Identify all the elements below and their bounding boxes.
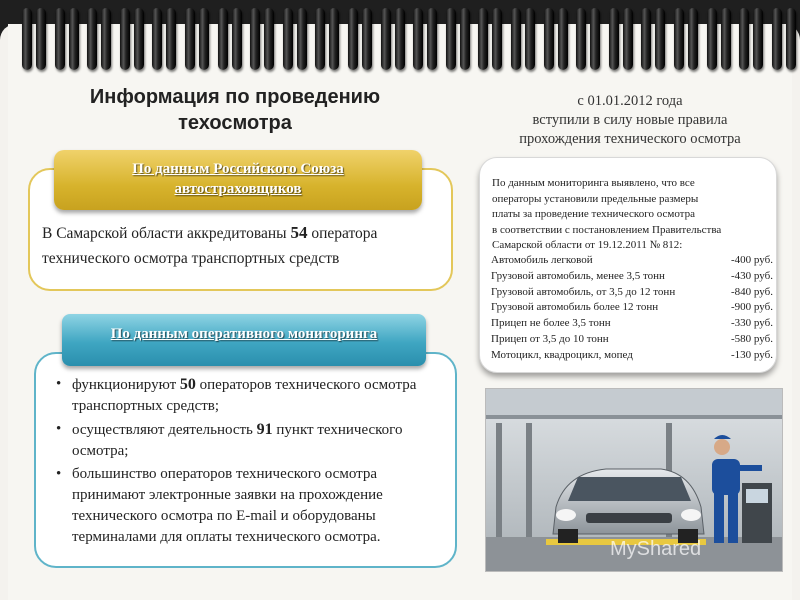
binder-ring: [772, 0, 800, 80]
binder-ring: [739, 0, 769, 80]
new-rules-line: с 01.01.2012 года: [577, 93, 683, 109]
binder-ring: [120, 0, 150, 80]
binder-ring: [283, 0, 313, 80]
table-row: [491, 253, 773, 269]
operators-count: 54: [290, 223, 308, 242]
binder-ring: [250, 0, 280, 80]
list-item-number: 50: [179, 376, 196, 393]
insurers-banner-line: По данным Российского Союза: [132, 161, 344, 177]
price-label: Грузовой автомобиль, от 3,5 до 12 тонн: [491, 285, 676, 298]
binder-ring: [22, 0, 52, 80]
binder-ring: [381, 0, 411, 80]
binder-ring: [185, 0, 215, 80]
new-rules-line: прохождения технического осмотра: [519, 131, 741, 147]
monitoring-list: [52, 374, 444, 550]
binder-ring: [609, 0, 639, 80]
price-intro-line: платы за проведение технического осмотра: [492, 208, 695, 220]
table-row: [491, 285, 773, 301]
price-value: -430 руб.: [731, 269, 773, 282]
insurers-text-before: В Самарской области аккредитованы: [42, 225, 291, 242]
binder-ring: [576, 0, 606, 80]
monitoring-banner: [62, 314, 426, 366]
price-label: Прицеп не более 3,5 тонн: [491, 317, 611, 330]
insurers-text-after: оператора технического осмотра транспортных средств: [42, 225, 378, 267]
list-item: [52, 374, 444, 417]
table-row: [491, 332, 773, 348]
price-intro: [492, 176, 772, 254]
binder-ring: [152, 0, 182, 80]
list-item-text: пункт технического осмотра;: [72, 422, 403, 459]
table-row: [491, 300, 773, 316]
binder-ring: [707, 0, 737, 80]
price-label: Автомобиль легковой: [491, 254, 593, 266]
price-table: [491, 253, 773, 364]
binder-ring: [544, 0, 574, 80]
price-intro-line: По данным мониторинга выявлено, что все: [492, 177, 695, 189]
binder-rings: [0, 0, 800, 80]
price-value: -900 руб.: [731, 301, 773, 314]
list-item-text: осуществляют деятельность: [72, 422, 257, 438]
binder-ring: [87, 0, 117, 80]
price-value: -330 руб.: [731, 317, 773, 330]
binder-ring: [413, 0, 443, 80]
binder-ring: [511, 0, 541, 80]
price-value: -580 руб.: [731, 332, 773, 345]
binder-ring: [446, 0, 476, 80]
list-item-text: операторов технического осмотра транспортных средств;: [72, 377, 417, 414]
new-rules-note: [485, 92, 775, 149]
binder-ring: [55, 0, 85, 80]
list-item-text: функционируют: [72, 377, 180, 393]
insurers-banner-line: автостраховщиков: [174, 181, 302, 197]
price-intro-line: Самарской области от 19.12.2011 № 812:: [492, 239, 683, 251]
page-title: [70, 84, 400, 136]
price-value: -840 руб.: [731, 285, 773, 298]
price-label: Мотоцикл, квадроцикл, мопед: [491, 348, 633, 361]
price-intro-line: операторы установили предельные размеры: [492, 192, 699, 205]
list-item: [52, 419, 444, 462]
insurers-text: [42, 220, 442, 271]
binder-ring: [641, 0, 671, 80]
new-rules-line: вступили в силу новые правила: [532, 112, 728, 128]
table-row: [491, 348, 773, 364]
price-intro-line: в соответствии с постановлением Правительства: [492, 223, 722, 236]
table-row: [491, 269, 773, 285]
binder-ring: [348, 0, 378, 80]
price-label: Грузовой автомобиль более 12 тонн: [491, 301, 659, 314]
binder-ring: [478, 0, 508, 80]
price-label: Прицеп от 3,5 до 10 тонн: [491, 332, 609, 345]
watermark-logo: MyShared: [610, 538, 702, 560]
page-title-line: Информация по проведению: [89, 86, 381, 108]
monitoring-banner-label: По данным оперативного мониторинга: [110, 326, 378, 342]
binder-ring: [218, 0, 248, 80]
page-title-line: техосмотра: [178, 112, 292, 134]
list-item-text: большинство операторов технического осмотра принимают электронные заявки на прохождение технического осмотра по E-mail и оборудованы терминалами для оплаты технического осмотра.: [72, 466, 383, 545]
list-item-number: 91: [256, 421, 273, 438]
price-label: Грузовой автомобиль, менее 3,5 тонн: [491, 269, 665, 282]
table-row: [491, 316, 773, 332]
binder-ring: [674, 0, 704, 80]
binder-ring: [315, 0, 345, 80]
price-value: -400 руб.: [731, 254, 773, 266]
insurers-banner: [54, 150, 422, 210]
price-value: -130 руб.: [731, 348, 773, 361]
list-item: [52, 464, 444, 548]
